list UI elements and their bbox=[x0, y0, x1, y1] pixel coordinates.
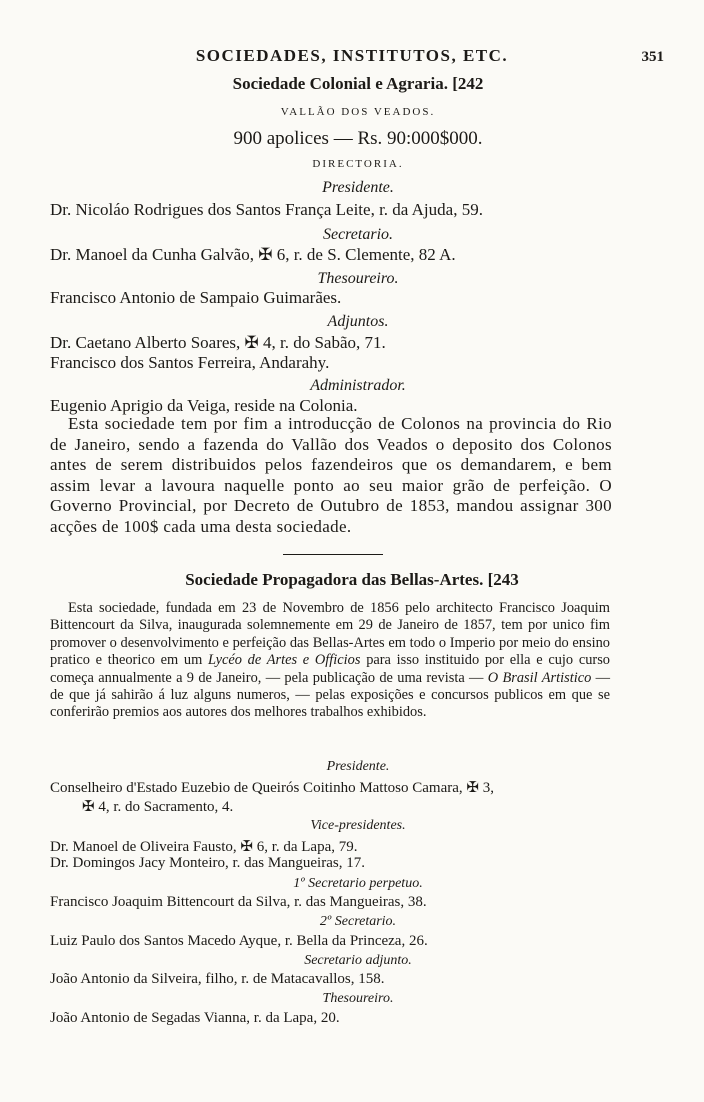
adjunct-entry-1: Dr. Caetano Alberto Soares, ✠ 4, r. do Sabão, 71. bbox=[50, 333, 386, 352]
administrator-entry: Eugenio Aprigio da Veiga, reside na Colonia. bbox=[50, 396, 358, 415]
adjunct-entry-2: Francisco dos Santos Ferreira, Andarahy. bbox=[50, 353, 330, 372]
revista-name: O Brasil Artistico bbox=[487, 669, 592, 686]
treasurer-entry: Francisco Antonio de Sampaio Guimarães. bbox=[50, 288, 342, 307]
president-label: Presidente. bbox=[322, 179, 394, 196]
s2-treasurer-entry: João Antonio de Segadas Vianna, r. da Lapa, 20. bbox=[50, 1010, 340, 1026]
s2-president-line-2: ✠ 4, r. do Sacramento, 4. bbox=[82, 799, 234, 815]
paragraph-part-b: para isso instituido por ella e cujo curso começa annualmente a 9 de Janeiro, — pela publicação de uma revista — bbox=[50, 652, 610, 686]
society-2-title: Sociedade Propagadora das Bellas-Artes. bbox=[185, 570, 484, 589]
lyceo-name: Lycéo de Artes e Officios bbox=[208, 652, 361, 669]
s2-vice-entry-1: Dr. Manoel de Oliveira Fausto, ✠ 6, r. da Lapa, 79. bbox=[50, 839, 358, 855]
s2-sec-perp-label: 1º Secretario perpetuo. bbox=[293, 876, 423, 891]
society-2-heading bbox=[0, 570, 704, 590]
society-1-capital: 900 apolices — Rs. 90:000$000. bbox=[233, 128, 483, 149]
administrator-label: Administrador. bbox=[310, 377, 406, 394]
secretary-label: Secretario. bbox=[322, 226, 394, 243]
adjuncts-label: Adjuntos. bbox=[327, 313, 389, 330]
s2-sec-adj-entry: João Antonio da Silveira, filho, r. de Matacavallos, 158. bbox=[50, 971, 385, 987]
secretary-entry: Dr. Manoel da Cunha Galvão, ✠ 6, r. de S. Clemente, 82 A. bbox=[50, 245, 456, 264]
society-1-paragraph: Esta sociedade tem por fim a introducção de Colonos na provincia do Rio de Janeiro, sendo a fazenda do Vallão dos Veados o deposito dos Colonos antes de serem distribuidos pelos fazendeiros que os demandarem, e bem assim levar a lavoura naquelle ponto ao seu maior grão de perfeição. O Governo Provincial, por Decreto de Outubro de 1853, mandou assignar 300 acções de 100$ cada uma desta sociedade. bbox=[50, 414, 612, 536]
s2-sec2-entry: Luiz Paulo dos Santos Macedo Ayque, r. Bella da Princeza, 26. bbox=[50, 933, 428, 949]
s2-president-line-1: Conselheiro d'Estado Euzebio de Queirós Coitinho Mattoso Camara, ✠ 3, bbox=[50, 780, 494, 796]
paragraph-part-a: Esta sociedade, fundada em 23 de Novembro de 1856 pelo architecto Francisco Joaquim Bittencourt da Silva, inaugurada solemnemente em 29 de Janeiro de 1857, tem por unico fim promover o desenvolvimento e perfeição das Bellas-Artes em todo o Imperio por meio do ensino pratico e theorico em um bbox=[50, 600, 610, 669]
s2-sec-adj-label: Secretario adjunto. bbox=[304, 953, 412, 968]
page-number: 351 bbox=[641, 49, 664, 65]
society-1-place: VALLÃO DOS VEADOS. bbox=[280, 106, 436, 118]
s2-vice-entry-2: Dr. Domingos Jacy Monteiro, r. das Mangueiras, 17. bbox=[50, 855, 365, 871]
s2-vice-label: Vice-presidentes. bbox=[310, 818, 406, 833]
s2-treasurer-label: Thesoureiro. bbox=[322, 991, 394, 1006]
president-entry: Dr. Nicoláo Rodrigues dos Santos França Leite, r. da Ajuda, 59. bbox=[50, 200, 483, 219]
society-2-ref: [243 bbox=[487, 570, 519, 589]
society-1-title: Sociedade Colonial e Agraria. bbox=[232, 74, 448, 93]
section-divider bbox=[283, 554, 383, 555]
s2-sec-perp-entry: Francisco Joaquim Bittencourt da Silva, r. das Mangueiras, 38. bbox=[50, 894, 427, 910]
society-1-ref: [242 bbox=[452, 74, 484, 93]
paragraph-part-c: — de que já sahirão á luz alguns numeros, — pelas exposições e concursos publicos em que se conferirão premios aos autores dos melhores trabalhos exhibidos. bbox=[50, 669, 610, 721]
treasurer-label: Thesoureiro. bbox=[317, 270, 399, 287]
society-1-heading bbox=[50, 74, 666, 94]
society-2-paragraph bbox=[50, 600, 610, 722]
s2-president-label: Presidente. bbox=[326, 759, 390, 774]
s2-sec2-label: 2º Secretario. bbox=[319, 914, 397, 929]
running-head: SOCIEDADES, INSTITUTOS, ETC. bbox=[195, 46, 509, 65]
society-1-board-heading: DIRECTORIA. bbox=[312, 158, 404, 170]
